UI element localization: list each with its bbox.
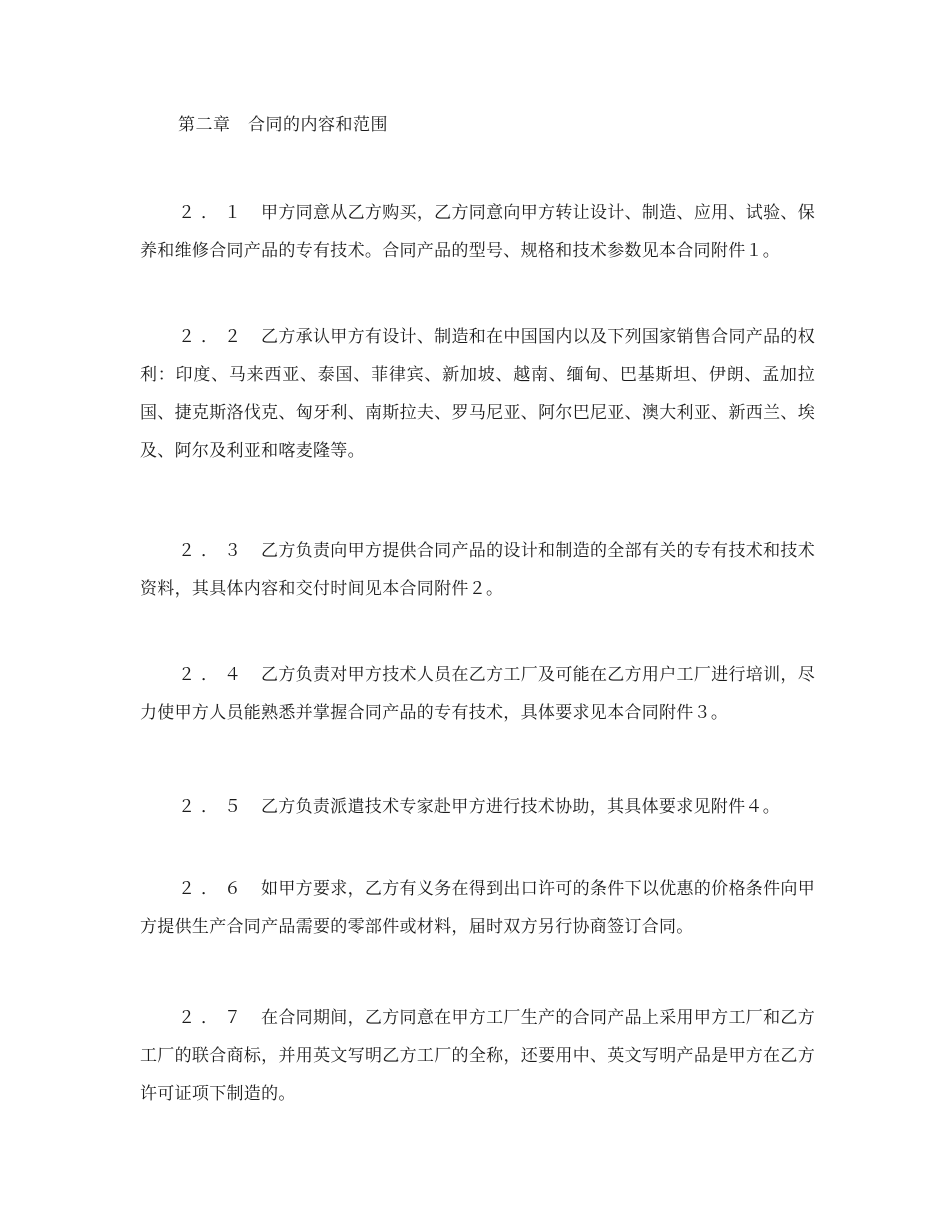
clause-number: ２．７ [178,1008,248,1028]
clause-text: 乙方负责派遣技术专家赴甲方进行技术协助，其具体要求见附件４。 [261,797,780,817]
clause-text: 甲方同意从乙方购买，乙方同意向甲方转让设计、制造、应用、试验、保养和维修合同产品的专有技术。合同产品的型号、规格和技术参数见本合同附件１。 [140,203,816,261]
clause-2-4 [140,656,815,732]
clause-2-3 [140,532,815,608]
clause-2-1 [140,194,815,270]
clause-text: 如甲方要求，乙方有义务在得到出口许可的条件下以优惠的价格条件向甲方提供生产合同产品需要的零部件或材料，届时双方另行协商签订合同。 [140,879,816,937]
clause-text: 在合同期间，乙方同意在甲方工厂生产的合同产品上采用甲方工厂和乙方工厂的联合商标，并用英文写明乙方工厂的全称，还要用中、英文写明产品是甲方在乙方许可证项下制造的。 [140,1008,816,1104]
clause-text: 乙方负责向甲方提供合同产品的设计和制造的全部有关的专有技术和技术资料，其具体内容和交付时间见本合同附件２。 [140,541,816,599]
chapter-title: 第二章 合同的内容和范围 [178,115,388,135]
clause-number: ２．２ [178,327,248,347]
clause-2-5 [140,788,815,826]
clause-number: ２．５ [178,797,247,817]
clause-number: ２．４ [178,665,248,685]
clause-text: 乙方负责对甲方技术人员在乙方工厂及可能在乙方用户工厂进行培训，尽力使甲方人员能熟悉并掌握合同产品的专有技术，具体要求见本合同附件３。 [140,665,816,723]
clause-2-6 [140,870,815,946]
clause-2-2 [140,318,815,470]
clause-2-7 [140,999,815,1113]
clause-number: ２．３ [178,541,248,561]
clause-text: 乙方承认甲方有设计、制造和在中国国内以及下列国家销售合同产品的权利：印度、马来西亚、泰国、菲律宾、新加坡、越南、缅甸、巴基斯坦、伊朗、孟加拉国、捷克斯洛伐克、匈牙利、南斯拉夫、罗马尼亚、阿尔巴尼亚、澳大利亚、新西兰、埃及、阿尔及利亚和喀麦隆等。 [140,327,816,461]
clause-number: ２．１ [178,203,248,223]
clause-number: ２．６ [178,879,248,899]
